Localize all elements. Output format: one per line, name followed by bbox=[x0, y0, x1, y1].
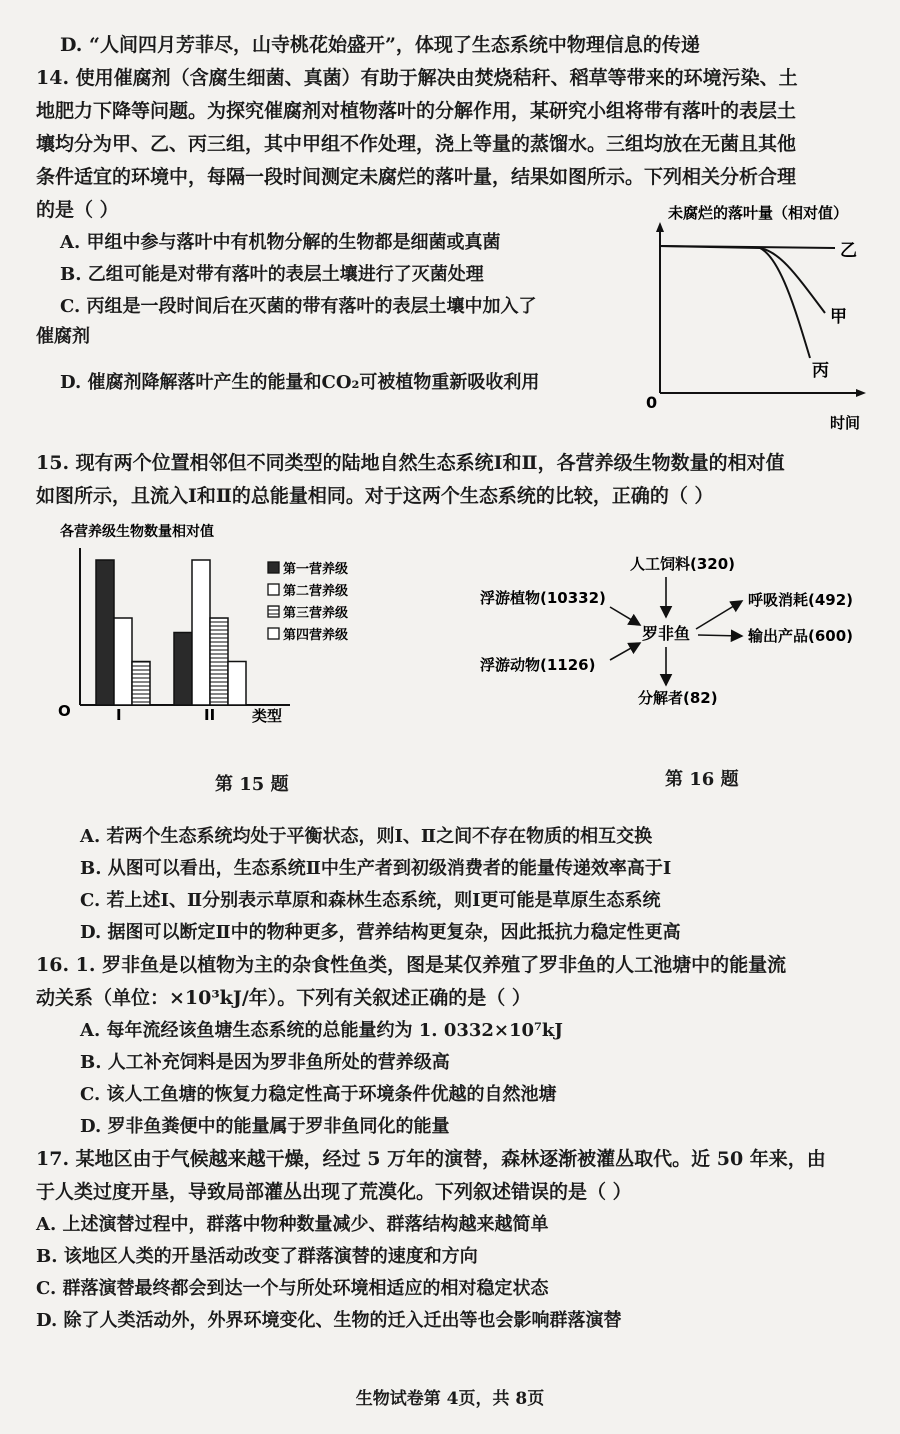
series-bing-label: 丙 bbox=[812, 361, 829, 381]
q16-option-a: A. 每年流经该鱼塘生态系统的总能量约为 1. 0332×10⁷kJ bbox=[80, 1020, 563, 1041]
node-resp: 呼吸消耗(492) bbox=[748, 591, 854, 609]
bar-1-0 bbox=[174, 633, 192, 706]
q16-stem-line: 16. 1. 罗非鱼是以植物为主的杂食性鱼类，图是某仅养殖了罗非鱼的人工池塘中的能量流 bbox=[36, 954, 787, 976]
series-yi-label: 乙 bbox=[840, 241, 857, 261]
arrow-output bbox=[698, 635, 742, 636]
bar-0-2 bbox=[132, 662, 150, 706]
legend-label: 第三营养级 bbox=[283, 606, 349, 621]
bar-1-3 bbox=[228, 662, 246, 706]
y-axis-arrow bbox=[656, 222, 664, 232]
legend-label: 第一营养级 bbox=[283, 562, 349, 577]
q14-option-b: B. 乙组可能是对带有落叶的表层土壤进行了灭菌处理 bbox=[60, 264, 484, 285]
series-jia-label: 甲 bbox=[830, 307, 847, 327]
q13-option-d: D. “人间四月芳菲尽，山寺桃花始盛开”，体现了生态系统中物理信息的传递 bbox=[60, 34, 700, 56]
q17-option-d: D. 除了人类活动外，外界环境变化、生物的迁入迁出等也会影响群落演替 bbox=[36, 1310, 622, 1331]
fig16-caption: 第 16 题 bbox=[665, 769, 739, 790]
bar-0-1 bbox=[114, 618, 132, 705]
page-footer: 生物试卷第 4页，共 8页 bbox=[355, 1389, 545, 1409]
q14-option-d: D. 催腐剂降解落叶产生的能量和CO₂可被植物重新吸收利用 bbox=[60, 372, 540, 393]
q15-option-c: C. 若上述Ⅰ、Ⅱ分别表示草原和森林生态系统，则Ⅰ更可能是草原生态系统 bbox=[80, 890, 661, 911]
q16-energy-flow-diagram bbox=[470, 545, 890, 725]
chart-ylabel: 未腐烂的落叶量（相对值） bbox=[668, 204, 849, 222]
q16-option-b: B. 人工补充饲料是因为罗非鱼所处的营养级高 bbox=[80, 1052, 450, 1073]
chart-xlabel: 类型 bbox=[252, 707, 283, 725]
node-feed: 人工饲料(320) bbox=[630, 555, 736, 573]
q17-option-a: A. 上述演替过程中，群落中物种数量减少、群落结构越来越简单 bbox=[36, 1214, 549, 1235]
legend-swatch bbox=[268, 584, 279, 595]
node-decomp: 分解者(82) bbox=[638, 689, 718, 707]
q15-stem-line: 如图所示，且流入Ⅰ和Ⅱ的总能量相同。对于这两个生态系统的比较，正确的（ ） bbox=[36, 485, 714, 507]
chart-origin: 0 bbox=[646, 393, 658, 412]
arrow-resp bbox=[696, 601, 742, 629]
node-zoo: 浮游动物(1126) bbox=[480, 656, 596, 674]
node-output: 输出产品(600) bbox=[748, 627, 854, 645]
q14-stem-line: 14. 使用催腐剂（含腐生细菌、真菌）有助于解决由焚烧秸秆、稻草等带来的环境污染、土 bbox=[36, 67, 798, 89]
node-center: 罗非鱼 bbox=[642, 624, 691, 643]
q17-option-c: C. 群落演替最终都会到达一个与所处环境相适应的相对稳定状态 bbox=[36, 1278, 549, 1299]
q14-line-chart bbox=[630, 198, 880, 438]
bar-0-0 bbox=[96, 560, 114, 705]
series-jia-line bbox=[660, 246, 825, 313]
q16-option-d: D. 罗非鱼粪便中的能量属于罗非鱼同化的能量 bbox=[80, 1116, 450, 1137]
category-tick-label: I bbox=[116, 706, 122, 724]
legend-label: 第二营养级 bbox=[283, 584, 349, 599]
q14-stem-line: 壤均分为甲、乙、丙三组，其中甲组不作处理，浇上等量的蒸馏水。三组均放在无菌且其他 bbox=[36, 133, 797, 155]
q16-option-c: C. 该人工鱼塘的恢复力稳定性高于环境条件优越的自然池塘 bbox=[80, 1084, 557, 1105]
chart-ylabel: 各营养级生物数量相对值 bbox=[60, 524, 214, 540]
legend-swatch bbox=[268, 628, 279, 639]
q15-option-d: D. 据图可以断定Ⅱ中的物种更多，营养结构更复杂，因此抵抗力稳定性更高 bbox=[80, 922, 681, 943]
bar-1-1 bbox=[192, 560, 210, 705]
fig15-caption: 第 15 题 bbox=[215, 774, 289, 795]
q15-option-a: A. 若两个生态系统均处于平衡状态，则Ⅰ、Ⅱ之间不存在物质的相互交换 bbox=[80, 826, 653, 847]
legend-swatch bbox=[268, 562, 279, 573]
arrow-zoo bbox=[610, 643, 640, 660]
arrow-phyto bbox=[610, 607, 640, 625]
q17-stem-line: 17. 某地区由于气候越来越干燥，经过 5 万年的演替，森林逐渐被灌丛取代。近 50 年来，由 bbox=[36, 1148, 826, 1170]
q15-bar-chart bbox=[40, 520, 349, 730]
category-tick-label: II bbox=[204, 706, 216, 724]
q14-option-c-cont: 催腐剂 bbox=[36, 326, 90, 347]
q14-stem-line: 条件适宜的环境中，每隔一段时间测定未腐烂的落叶量，结果如图所示。下列相关分析合理 bbox=[36, 166, 797, 188]
bar-1-2 bbox=[210, 618, 228, 705]
q15-option-b: B. 从图可以看出，生态系统Ⅱ中生产者到初级消费者的能量传递效率高于Ⅰ bbox=[80, 858, 672, 879]
q14-option-a: A. 甲组中参与落叶中有机物分解的生物都是细菌或真菌 bbox=[60, 232, 501, 253]
chart-xlabel: 时间 bbox=[830, 414, 861, 432]
q17-stem-line: 于人类过度开垦，导致局部灌丛出现了荒漠化。下列叙述错误的是（ ） bbox=[36, 1181, 632, 1203]
q17-option-b: B. 该地区人类的开垦活动改变了群落演替的速度和方向 bbox=[36, 1246, 478, 1267]
chart-origin: O bbox=[58, 702, 71, 720]
node-phyto: 浮游植物(10332) bbox=[480, 589, 606, 607]
legend-label: 第四营养级 bbox=[283, 628, 349, 643]
x-axis-arrow bbox=[856, 389, 866, 397]
q14-stem-line: 地肥力下降等问题。为探究催腐剂对植物落叶的分解作用，某研究小组将带有落叶的表层土 bbox=[36, 100, 797, 122]
q16-stem-line: 动关系（单位：×10³kJ/年）。下列有关叙述正确的是（ ） bbox=[36, 987, 531, 1009]
q14-option-c: C. 丙组是一段时间后在灭菌的带有落叶的表层土壤中加入了 bbox=[60, 296, 537, 317]
q15-stem-line: 15. 现有两个位置相邻但不同类型的陆地自然生态系统Ⅰ和Ⅱ，各营养级生物数量的相对值 bbox=[36, 452, 785, 474]
legend-swatch bbox=[268, 606, 279, 617]
q14-stem-line: 的是（ ） bbox=[36, 199, 119, 221]
